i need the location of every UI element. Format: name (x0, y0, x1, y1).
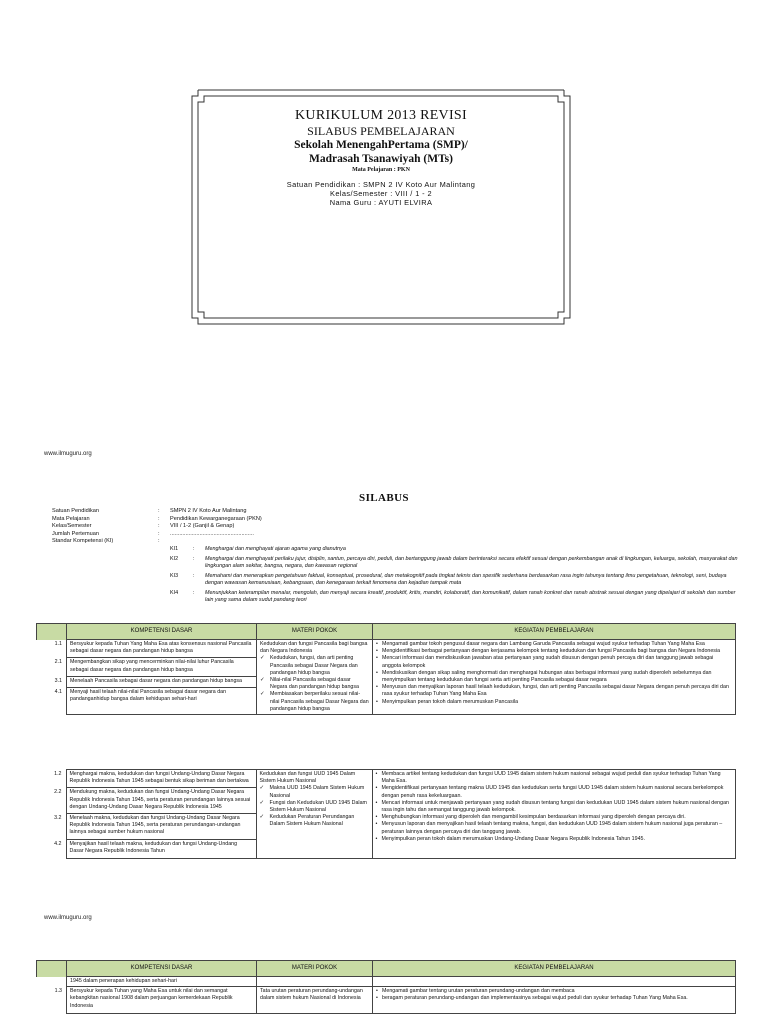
kegiatan-item: • Menyusun laporan dan menyajikan hasil telaah tentang makna, fungsi, dan kedudukan UUD 1945 dalam sistem hukum nasional juga peraturan –peraturan lainnya dengan percaya diri dan tanggung jawab. (376, 821, 732, 835)
kegiatan-item: • Menyimpulkan peran tokoh dalam merumuskan Pancasila (376, 699, 732, 706)
meta-row (52, 531, 262, 539)
header-kegiatan: KEGIATAN PEMBELAJARAN (373, 624, 736, 640)
meta-colon: : (158, 515, 160, 522)
ki-code: KI4 (170, 589, 179, 596)
meta-key: Satuan Pendidikan (52, 508, 99, 514)
meta-value: Pendidikan Kewarganegaraan (PKN) (170, 515, 262, 522)
kegiatan-item: • Menyusun dan menyajikan laporan hasil telaah kedudukan, fungsi, dan arti penting Pancasila sebagai dasar Negara dengan penuh percaya diri dan rasa syukur terhadap Tuhan Yang Maha Esa (376, 684, 732, 698)
kd-number: 2.2 (54, 789, 62, 796)
kd-number: 1.2 (54, 771, 62, 777)
kegiatan-item: • Mengamati gambar tokoh pengusul dasar negara dan Lambang Garuda Pancasila sebagai wujud syukur terhadap Tuhan Yang Maha Esa (376, 641, 732, 648)
header-materi: MATERI POKOK (257, 624, 373, 640)
header-kegiatan: KEGIATAN PEMBELAJARAN (373, 961, 736, 977)
cover-kelas: Kelas/Semester : VIII / 1 - 2 (330, 189, 432, 199)
kd-item: Menelaah makna, kedudukan dan fungsi Undang-Undang Dasar Negara Republik Indonesia Tahun 1945, serta peraturan perundangan-undangan lainnya sebagai sumber hukum nasional (67, 814, 256, 840)
meta-row (52, 508, 262, 516)
footer-link[interactable]: www.ilmuguru.org (44, 451, 92, 457)
silabus-table-2 (36, 769, 736, 859)
ki-text: Memahami dan menerapkan pengetahuan faktual, konseptual, prosedural, dan metakognitif pada tingkat teknis dan spesifik sederhana berdasarkan rasa ingin tahunya tentang ilmu pengetahuan, teknologi, seni, budaya dengan wawasan kemanusiaan, kebangsaan, dan kenegaraan terkait fenomena dan kejadian tampak mata (205, 572, 727, 587)
silabus-table-1 (36, 623, 736, 715)
kegiatan-item: • Menyimpulkan peran tokoh dalam merumuskan Undang-Undang Dasar Negara Republik Indonesia Tahun 1945. (376, 836, 732, 843)
kegiatan-item: • Mengidentifikasi pertanyaan tentang makna UUD 1945 dan kedudukan serta fungsi UUD 1945 dalam sistem hukum nasional secara berkelompok dengan penuh rasa kekeluargaan. (376, 785, 732, 799)
ki-text: Menghargai dan menghayati perilaku jujur, disiplin, santun, percaya diri, peduli, dan bertanggung jawab dalam berinteraksi secara efektif sesuai dengan perkembangan anak di lingkungan, keluarga, sekolah, masyarakat dan lingkungan alam sekitar, bangsa, negara, dan kawasan regional (205, 555, 738, 570)
ki-list (170, 546, 740, 607)
meta-colon: : (158, 523, 160, 529)
silabus-meta (52, 508, 262, 546)
ki-text: Menunjukkan keterampilan menalar, mengolah, dan menyaji secara kreatif, produktif, kritis, mandiri, kolaboratif, dan komunikatif, dalam ranah konkret dan ranah abstrak sesuai dengan yang dipelajari di sekolah dan sumber lain yang sama dalam sudut pandang teori (205, 589, 736, 604)
kd-number: 2.1 (54, 659, 62, 666)
kd-item: Menyajikan hasil telaah makna, kedudukan dan fungsi Undang-Undang Dasar Negara Republik Indonesia Tahun (69, 840, 238, 854)
kd-item: Bersyukur kepada Tuhan yang Maha Esa untuk nilai dan semangat kebangkitan nasional 1908 dalam perjuangan kemerdekaan Republik Indonesia (70, 988, 233, 1009)
materi-item: ✓ Membiasakan berperilaku sesuai nilai-nilai Pancasila sebagai Dasar Negara dan pandangan hidup bangsa (260, 691, 369, 713)
kd-item: Mendukung makna, kedudukan dan fungsi Undang-Undang Dasar Negara Republik Indonesia Tahun 1945, serta peraturan perundangan lainnya sesuai dengan Undang-Undang Dasar Negara Republik Indonesia 1945 (67, 788, 256, 814)
ki-row (170, 556, 740, 571)
kegiatan-item: • Mencari informasi untuk menjawab pertanyaan yang sudah disusun tentang fungsi dan kedudukan UUD 1945 dalam sistem hukum nasional dengan rasa ingin tahu dan semangat tanggung jawab kelompok. (376, 800, 732, 814)
meta-colon: : (158, 538, 160, 544)
header-kd: KOMPETENSI DASAR (67, 624, 257, 640)
header-kd: KOMPETENSI DASAR (67, 961, 257, 977)
footer-link[interactable]: www.ilmuguru.org (44, 915, 92, 921)
kegiatan-item: • Mengidentifikasi berbagai pertanyaan dengan kerjasama kelompok tentang kedudukan dan fungsi Pancasila bagi bangsa dan Negara Indonesia (376, 648, 732, 655)
kd-item: Bersyukur kepada Tuhan Yang Maha Esa atas konsensus nasional Pancasila sebagai dasar negara dan pandangan hidup bangsa (67, 640, 256, 658)
ki-code: KI2 (170, 555, 179, 562)
silabus-table-3 (36, 960, 736, 1014)
kd-number: 1.3 (54, 988, 62, 995)
cover-title: KURIKULUM 2013 REVISI (295, 108, 467, 123)
ki-code: KI1 (170, 546, 179, 552)
ki-row (170, 573, 740, 588)
ki-colon: : (193, 546, 195, 552)
silabus-title: SILABUS (359, 492, 409, 504)
kegiatan-item: • Membaca artikel tentang kedudukan dan fungsi UUD 1945 dalam sistem hukum nasional sebagai wujud peduli dan syukur terhadap Tuhan Yang Maha Esa. (376, 771, 732, 785)
materi-intro: Kedudukan dan fungsi Pancasila bagi bangsa dan Negara Indonesia (260, 641, 368, 655)
cover-school-line1: Sekolah MenengahPertama (SMP)/ (294, 139, 468, 151)
header-materi: MATERI POKOK (257, 961, 373, 977)
ki-row (170, 590, 740, 605)
kd-item: Mengembangkan sikap yang mencerminkan nilai-nilai luhur Pancasila sebagai dasar negara dan pandangan hidup bangsa (67, 658, 256, 676)
cover-satuan: Satuan Pendidikan : SMPN 2 IV Koto Aur Malintang (286, 180, 476, 189)
meta-key: Standar Kompetensi (KI) (52, 538, 114, 544)
ki-colon: : (193, 555, 195, 562)
meta-key: Kelas/Semester (52, 523, 92, 529)
materi-item: ✓ Kedudukan Peraturan Perundangan Dalam Sistem Hukum Nasional (260, 814, 369, 828)
kd-number: 3.2 (54, 815, 62, 822)
meta-key: Jumlah Pertemuan (52, 530, 99, 537)
ki-text: Menghargai dan menghayati ajaran agama yang dianutnya (205, 546, 346, 552)
kegiatan-item: • Menghubungkan informasi yang diperoleh dan mengambil kesimpulan berdasarkan informasi yang diperoleh dengan percaya diri. (376, 814, 732, 821)
kd-continuation: 1945 dalam penerapan kehidupan sehari-hari (67, 977, 257, 987)
cover-mapel: Mata Pelajaran : PKN (352, 167, 410, 173)
kd-number: 4.2 (54, 840, 62, 847)
ki-row (170, 546, 740, 553)
meta-row (52, 523, 262, 531)
meta-colon: : (158, 508, 160, 514)
materi-intro: Kedudukan dan fungsi UUD 1945 Dalam Sistem Hukum Nasional (259, 771, 356, 785)
meta-key: Mata Pelajaran (52, 515, 90, 522)
kegiatan-item: • Mengamati gambar tentang urutan peraturan perundang-undangan dan membaca (376, 988, 732, 995)
ki-code: KI3 (170, 572, 179, 579)
kegiatan-item: • Mendiskusikan dengan sikap saling menghormati dan menghargai hubungan atas berbagai informasi yang sudah diperoleh sebelumnya dan menyimpulkan tentang kedudukan dan fungsi serta arti penting Pancasila sebagai dasar negara (376, 670, 732, 684)
kd-item: Menyaji hasil telaah nilai-nilai Pancasila sebagai dasar negara dan pandanganhidup bangsa dalam kehidupan sehari-hari (70, 689, 227, 703)
meta-value: ...................................................... (170, 530, 254, 537)
materi-pokok: Tata urutan peraturan perundang-undangan dalam sistem hukum Nasional di Indonesia (257, 987, 373, 1014)
cover-block (190, 108, 572, 208)
cover-subtitle: SILABUS PEMBELAJARAN (307, 124, 455, 138)
meta-value: SMPN 2 IV Koto Aur Malintang (170, 508, 247, 514)
meta-colon: : (158, 530, 160, 537)
ki-colon: : (193, 589, 195, 596)
kd-item: Menelaah Pancasila sebagai dasar negara dan pandangan hidup bangsa (67, 677, 256, 688)
kd-number: 4.1 (54, 689, 62, 696)
cover-school-line2: Madrasah Tsanawiyah (MTs) (308, 153, 453, 165)
materi-item: ✓ Fungsi dan Kedudukan UUD 1945 Dalam Sistem Hukum Nasional (260, 800, 369, 814)
materi-item: ✓ Kedudukan, fungsi, dan arti penting Pancasila sebagai Dasar Negara dan pandangan hidup bangsa (260, 655, 369, 677)
meta-value: VIII / 1-2 (Ganjil & Genap) (170, 523, 235, 529)
meta-row (52, 516, 262, 524)
kegiatan-item: • Mencari informasi dan mendiskusikan jawaban atas pertanyaan yang sudah disusun dengan penuh percaya diri dan tanggung jawab sebagai anggota kelompok (376, 655, 732, 669)
cover-guru: Nama Guru : AYUTI ELVIRA (329, 198, 433, 208)
kd-item: Menghargai makna, kedudukan dan fungsi Undang-Undang Dasar Negara Republik Indonesia Tahun 1945 sebagai bentuk sikap beriman dan bertakwa (67, 770, 256, 788)
kd-number: 1.1 (54, 641, 62, 647)
materi-item: ✓ Makna UUD 1945 Dalam Sistem Hukum Nasional (260, 785, 369, 799)
materi-item: ✓ Nilai-nilai Pancasila sebagai dasar Negara dan pandangan hidup bangsa (260, 677, 369, 691)
kd-number: 3.1 (54, 677, 62, 684)
meta-row (52, 538, 262, 546)
ki-colon: : (193, 572, 195, 579)
kegiatan-item: • beragam peraturan perundang-undangan dan implementasinya sebagai wujud peduli dan syukur terhadap Tuhan Yang Maha Esa. (376, 995, 732, 1002)
